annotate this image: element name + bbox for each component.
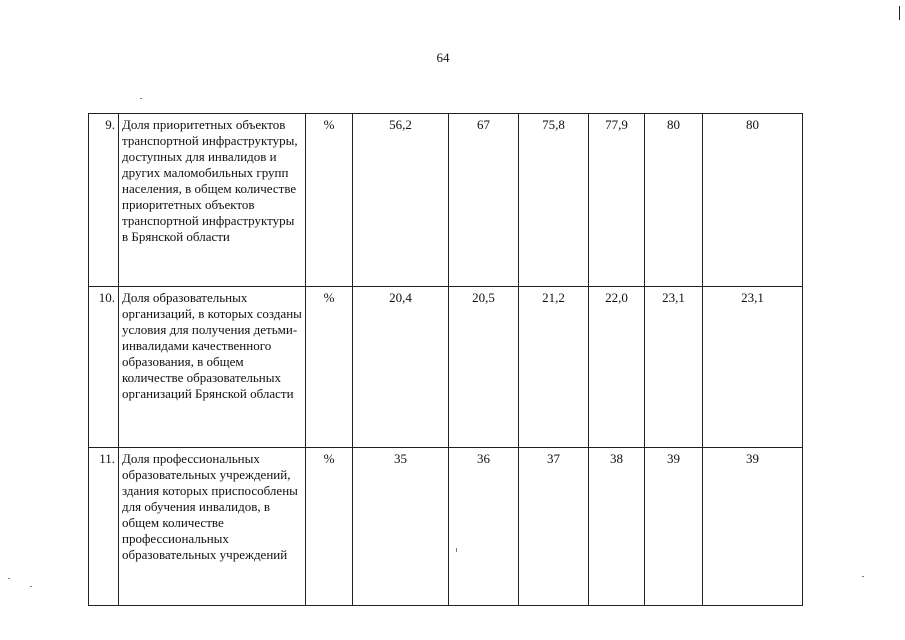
- value-cell: 80: [645, 114, 703, 287]
- scan-speck: [30, 586, 32, 587]
- value-cell: 77,9: [589, 114, 645, 287]
- value-cell: 21,2: [519, 287, 589, 448]
- row-number: 10.: [89, 287, 119, 448]
- value-cell: 67: [449, 114, 519, 287]
- row-number: 9.: [89, 114, 119, 287]
- scan-speck: [140, 98, 142, 99]
- unit-cell: %: [306, 448, 353, 606]
- row-number: 11.: [89, 448, 119, 606]
- value-cell: 22,0: [589, 287, 645, 448]
- value-cell: 75,8: [519, 114, 589, 287]
- scan-speck: [862, 576, 864, 577]
- value-cell: 35: [353, 448, 449, 606]
- table-row: [89, 114, 803, 287]
- value-cell: 23,1: [703, 287, 803, 448]
- indicator-name: Доля профессиональных образовательных учреждений, здания которых приспособлены для обучения инвалидов, в общем количестве профессиональных образовательных учреждений: [119, 448, 306, 606]
- value-cell: 38: [589, 448, 645, 606]
- value-cell: 39: [645, 448, 703, 606]
- value-cell: 20,4: [353, 287, 449, 448]
- value-cell: 37: [519, 448, 589, 606]
- table-row: [89, 448, 803, 606]
- value-cell: 39: [703, 448, 803, 606]
- value-cell: 36: [449, 448, 519, 606]
- value-cell: 20,5: [449, 287, 519, 448]
- unit-cell: %: [306, 287, 353, 448]
- value-cell: 80: [703, 114, 803, 287]
- indicators-table: [88, 113, 803, 606]
- unit-cell: %: [306, 114, 353, 287]
- table-row: [89, 287, 803, 448]
- scan-edge-mark: [899, 6, 900, 20]
- scan-speck: [8, 578, 10, 579]
- value-cell: 23,1: [645, 287, 703, 448]
- page-number: 64: [436, 50, 450, 65]
- indicator-name: Доля приоритетных объектов транспортной инфраструктуры, доступных для инвалидов и других маломобильных групп населения, в общем количестве приоритетных объектов транспортной инфраструктуры в Брянской области: [119, 114, 306, 287]
- indicator-name: Доля образовательных организаций, в которых созданы условия для получения детьми-инвалидами качественного образования, в общем количестве образовательных организаций Брянской области: [119, 287, 306, 448]
- value-cell: 56,2: [353, 114, 449, 287]
